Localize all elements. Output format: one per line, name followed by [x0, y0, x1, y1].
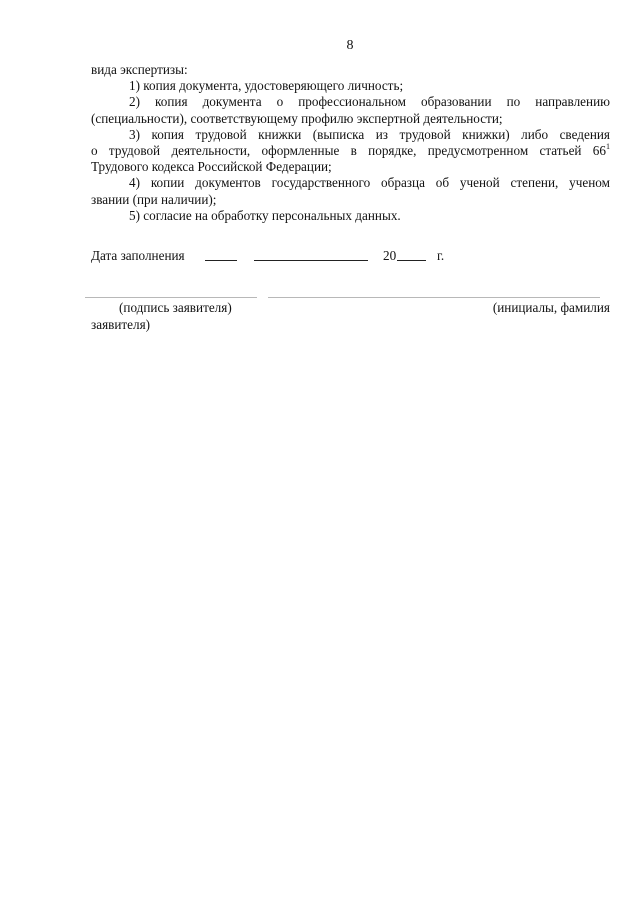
day-blank[interactable] — [205, 248, 237, 261]
list-item-4-line-2: звании (при наличии); — [91, 191, 217, 207]
page-number: 8 — [346, 38, 354, 53]
list-item-1: 1) копия документа, удостоверяющего личность; — [129, 78, 404, 94]
list-item-3-line-1: 3) копия трудовой книжки (выписка из трудовой книжки) либо сведения — [129, 126, 610, 142]
document-body — [91, 62, 610, 224]
year-blank[interactable] — [397, 248, 426, 261]
month-blank[interactable] — [254, 248, 368, 261]
name-line[interactable] — [268, 297, 600, 298]
list-item-3-line-3: Трудового кодекса Российской Федерации; — [91, 159, 332, 175]
body-line-expertise: вида экспертизы: — [91, 62, 188, 77]
signature-line[interactable] — [85, 297, 257, 298]
signature-caption: (подпись заявителя) — [119, 300, 232, 315]
year-suffix: г. — [437, 248, 445, 263]
date-label: Дата заполнения — [91, 248, 185, 263]
list-item-2-line-1: 2) копия документа о профессиональном образовании по направлению — [129, 94, 610, 110]
name-caption: (инициалы, фамилия — [492, 300, 610, 315]
list-item-3-line-2-text: о трудовой деятельности, оформленные в порядке, предусмотренном статьей 66 — [91, 143, 606, 159]
list-item-4-line-1: 4) копии документов государственного образца об ученой степени, ученом — [129, 175, 610, 191]
year-prefix: 20 — [383, 248, 397, 263]
superscript-footnote: 1 — [606, 142, 610, 152]
list-item-3-line-2 — [91, 143, 610, 159]
list-item-5: 5) согласие на обработку персональных данных. — [129, 207, 401, 223]
list-item-2-line-2: (специальности), соответствующему профилю экспертной деятельности; — [91, 110, 503, 126]
name-caption-continued: заявителя) — [91, 316, 151, 332]
